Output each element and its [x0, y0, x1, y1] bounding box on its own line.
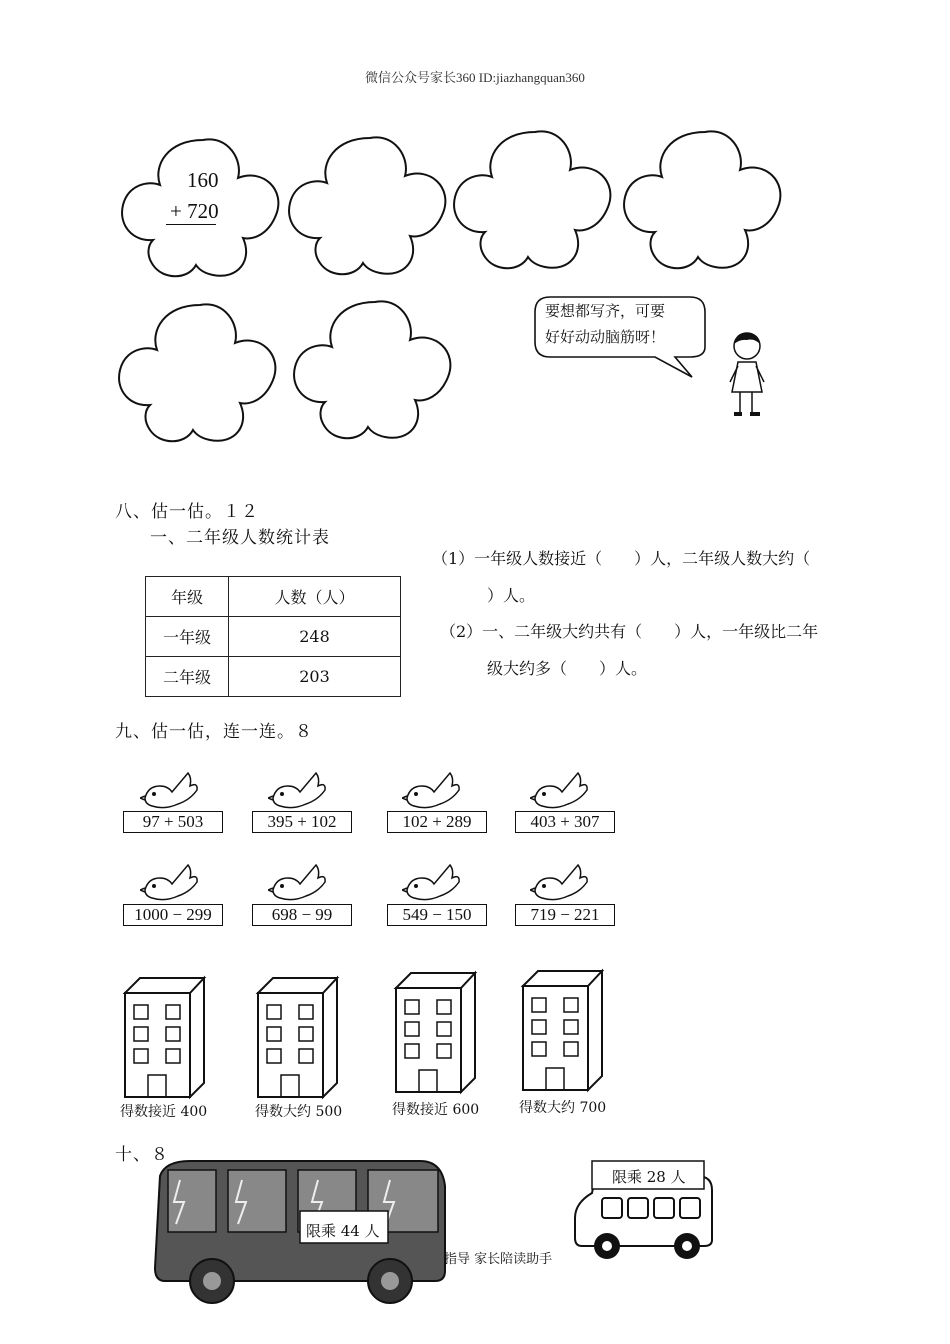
- expression-box[interactable]: 97 + 503: [123, 811, 223, 833]
- expression-box[interactable]: 395 + 102: [252, 811, 352, 833]
- flower-shape: [285, 128, 455, 288]
- bird-icon: [530, 768, 590, 813]
- section-9-title: 九、估一估，连一连。８: [115, 722, 313, 742]
- section-8-title: 八、估一估。１２: [115, 502, 259, 522]
- expression-box[interactable]: 403 + 307: [515, 811, 615, 833]
- page-header: 微信公众号家长360 ID:jiazhangquan360: [365, 70, 585, 85]
- stat-table: [145, 576, 401, 697]
- big-bus-label: 限乘 44 人: [306, 1222, 380, 1240]
- bird-icon: [402, 860, 462, 905]
- addend-bottom: + 720: [170, 199, 219, 223]
- table-title: 一、二年级人数统计表: [150, 528, 330, 548]
- page-footer: 指导 家长陪读助手: [444, 1252, 553, 1267]
- flower-shape: [450, 122, 620, 282]
- flower-shape: [290, 292, 460, 452]
- speech-line-1: 要想都写齐，可要: [545, 302, 666, 320]
- bird-icon: [402, 768, 462, 813]
- bird-icon: [140, 860, 200, 905]
- expression-box[interactable]: 549 − 150: [387, 904, 487, 926]
- flower-shape: [620, 122, 790, 282]
- table-cell: 一年级: [146, 617, 229, 657]
- building-icon[interactable]: [393, 970, 478, 1095]
- bird-icon: [140, 768, 200, 813]
- table-row: [146, 617, 401, 657]
- question-1-line-2: ）人。: [487, 586, 536, 605]
- building-label: 得数大约 700: [519, 1100, 607, 1116]
- sum-line: [166, 224, 216, 225]
- section-10-title: 十、８: [115, 1145, 169, 1165]
- bird-icon: [268, 860, 328, 905]
- question-2-line-1: （2）一、二年级大约共有（ ）人，一年级比二年: [440, 622, 819, 641]
- question-1-line-1: （1）一年级人数接近（ ）人，二年级人数大约（: [432, 549, 811, 568]
- building-label: 得数大约 500: [255, 1104, 343, 1120]
- table-cell: 203: [229, 657, 401, 697]
- building-icon[interactable]: [122, 975, 207, 1100]
- addend-top: 160: [187, 168, 219, 192]
- flower-shape: [115, 295, 285, 455]
- small-bus-label: 限乘 28 人: [612, 1168, 686, 1186]
- building-label: 得数接近 600: [392, 1102, 480, 1118]
- bird-icon: [268, 768, 328, 813]
- table-row: [146, 657, 401, 697]
- table-cell: 二年级: [146, 657, 229, 697]
- table-header-row: [146, 577, 401, 617]
- table-header-cell: 人数（人）: [229, 577, 401, 617]
- building-icon[interactable]: [520, 968, 605, 1093]
- table-cell: 248: [229, 617, 401, 657]
- girl-illustration: [722, 330, 772, 422]
- speech-line-2: 好好动动脑筋呀！: [545, 328, 666, 346]
- expression-box[interactable]: 1000 − 299: [123, 904, 223, 926]
- bird-icon: [530, 860, 590, 905]
- expression-box[interactable]: 719 − 221: [515, 904, 615, 926]
- big-bus-illustration: [150, 1156, 450, 1304]
- expression-box[interactable]: 102 + 289: [387, 811, 487, 833]
- building-icon[interactable]: [255, 975, 340, 1100]
- building-label: 得数接近 400: [120, 1104, 208, 1120]
- question-2-line-2: 级大约多（ ）人。: [487, 659, 648, 678]
- table-header-cell: 年级: [146, 577, 229, 617]
- expression-box[interactable]: 698 − 99: [252, 904, 352, 926]
